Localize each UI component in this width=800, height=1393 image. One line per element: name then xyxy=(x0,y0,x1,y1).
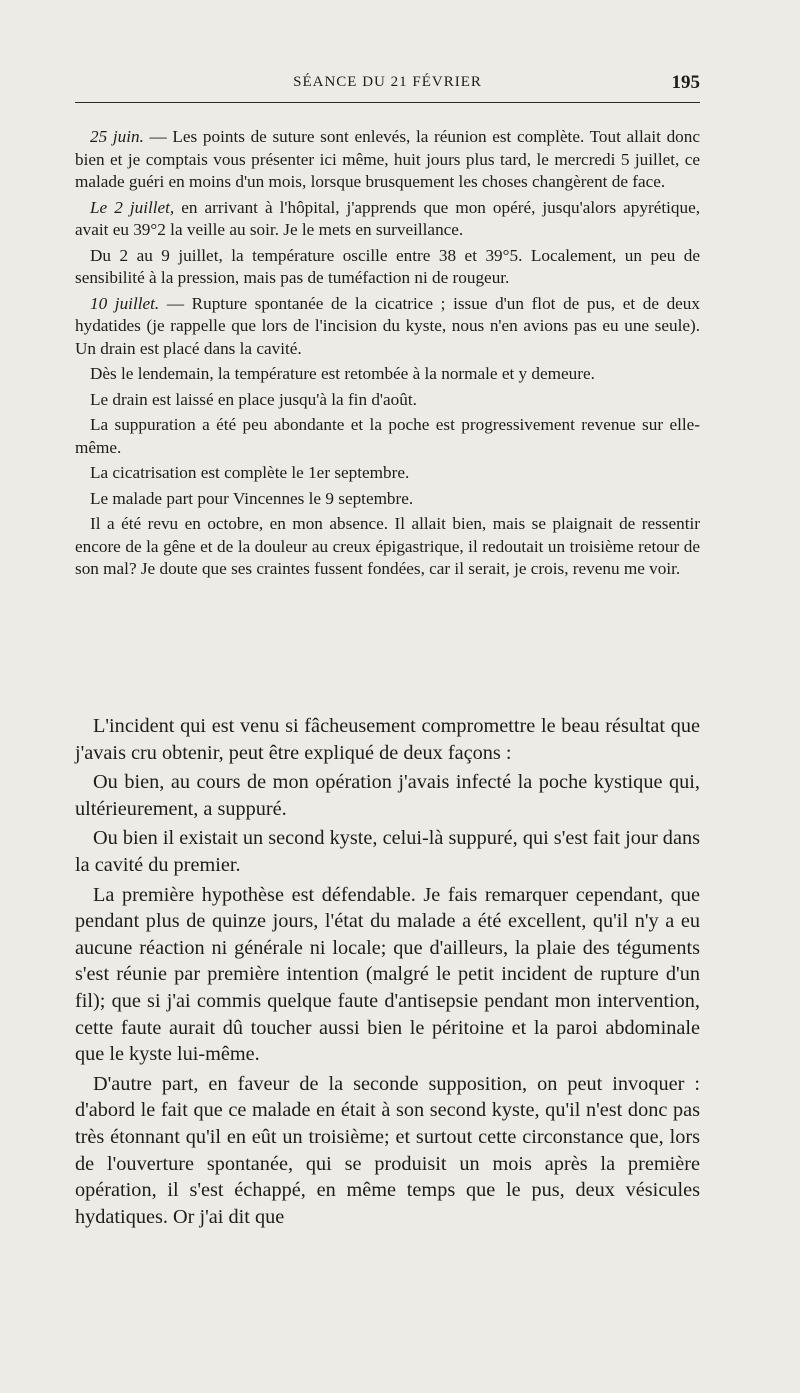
date-lead: 10 juillet. xyxy=(90,293,160,313)
case-notes xyxy=(75,126,700,584)
case-note-paragraph: Le drain est laissé en place jusqu'à la fin d'août. xyxy=(90,389,417,409)
case-note-paragraph: Du 2 au 9 juillet, la température oscille entre 38 et 39°5. Localement, un peu de sensibilité à la pression, mais pas de tuméfaction ni de rougeur. xyxy=(75,245,700,287)
page-number: 195 xyxy=(671,72,700,93)
page-header xyxy=(75,72,700,103)
case-note-paragraph: Le 2 juillet, en arrivant à l'hôpital, j'apprends que mon opéré, jusqu'alors apyrétique, avait eu 39°2 la veille au soir. Je le mets en surveillance. xyxy=(75,197,700,239)
case-note-paragraph: 10 juillet. — Rupture spontanée de la cicatrice ; issue d'un flot de pus, et de deux hydatides (je rappelle que lors de l'incision du kyste, nous n'en avions pas eu une seule). Un drain est placé dans la cavité. xyxy=(75,293,700,358)
date-lead: 25 juin. xyxy=(90,127,144,146)
discussion-paragraph: D'autre part, en faveur de la seconde supposition, on peut invoquer : d'abord le fait que ce malade en était à son second kyste, qu'il n'est donc pas très étonnant qu'il en eût un troisième; et surtout cette circonstance que, lors de l'ouverture spontanée, qui se produisit un mois après la première opération, il s'est échappé, en même temps que le pus, deux vésicules hydatiques. Or j'ai dit que xyxy=(75,1072,700,1228)
case-note-paragraph: La suppuration a été peu abondante et la poche est progressivement revenue sur elle-même. xyxy=(75,415,700,457)
case-note-paragraph: Il a été revu en octobre, en mon absence. Il allait bien, mais se plaignait de ressentir encore de la gêne et de la douleur au creux épigastrique, il redoutait un troisième retour de son mal? Je doute que ses craintes fussent fondées, car il serait, je crois, revenu me voir. xyxy=(75,514,700,578)
discussion xyxy=(75,713,700,1233)
running-title: SÉANCE DU 21 FÉVRIER xyxy=(293,74,482,90)
discussion-paragraph: L'incident qui est venu si fâcheusement compromettre le beau résultat que j'avais cru obtenir, peut être expliqué de deux façons : xyxy=(75,715,700,764)
discussion-paragraph: Ou bien il existait un second kyste, celui-là suppuré, qui s'est fait jour dans la cavité du premier. xyxy=(75,827,700,876)
case-note-paragraph: Le malade part pour Vincennes le 9 septembre. xyxy=(90,488,414,508)
case-note-paragraph: 25 juin. — Les points de suture sont enlevés, la réunion est complète. Tout allait donc bien et je comptais vous présenter ici même, huit jours plus tard, le mercredi 5 juillet, ce malade guéri en moins d'un mois, lorsque brusquement les choses changèrent de face. xyxy=(75,127,700,191)
date-lead: Le 2 juillet, xyxy=(90,197,175,217)
discussion-paragraph: Ou bien, au cours de mon opération j'avais infecté la poche kystique qui, ultérieurement, a suppuré. xyxy=(75,771,700,820)
case-note-paragraph: La cicatrisation est complète le 1er septembre. xyxy=(90,463,410,482)
discussion-paragraph: La première hypothèse est défendable. Je fais remarquer cependant, que pendant plus de quinze jours, l'état du malade a été excellent, qu'il n'y a eu aucune réaction ni générale ni locale; que d'ailleurs, la plaie des téguments s'est réunie par première intention (malgré le petit incident de rupture d'un fil); que si j'ai commis quelque faute d'antisepsie pendant mon intervention, cette faute aurait dû toucher aussi bien le péritoine et la paroi abdominale que le kyste lui-même. xyxy=(75,883,700,1066)
case-note-paragraph: Dès le lendemain, la température est retombée à la normale et y demeure. xyxy=(90,364,595,383)
